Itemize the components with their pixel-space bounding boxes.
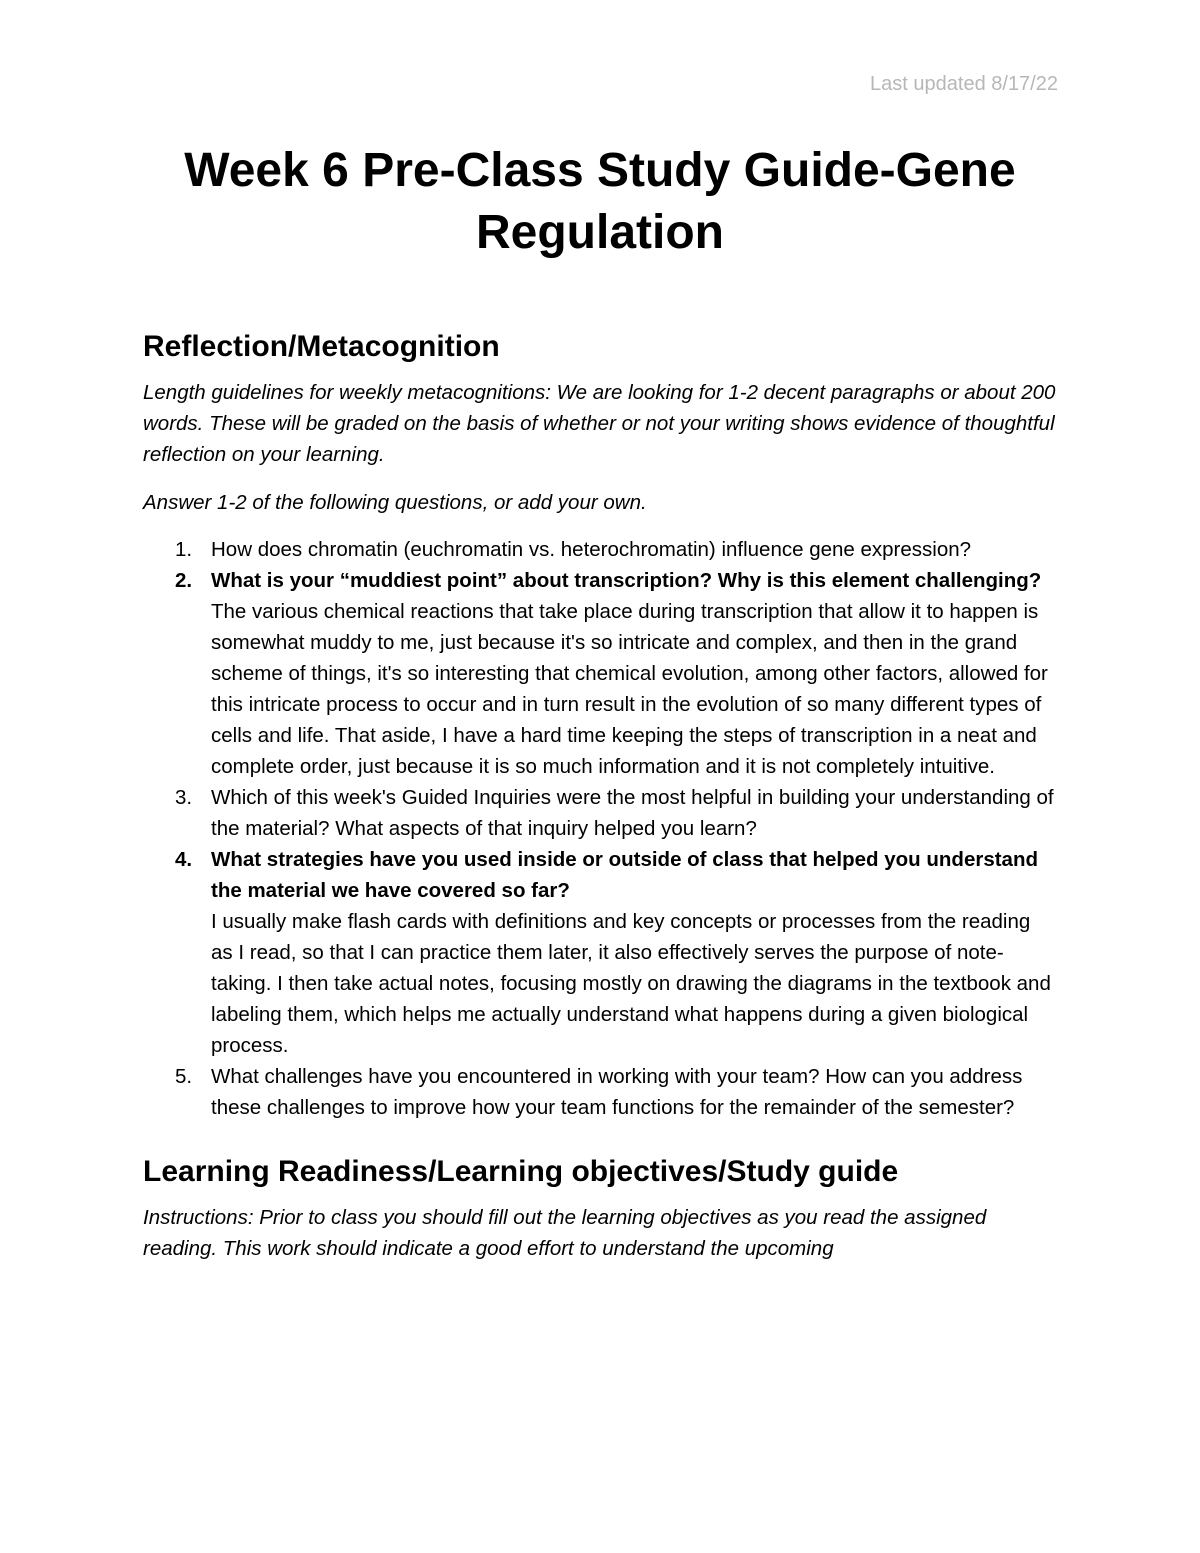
- question-text: Which of this week's Guided Inquiries were the most helpful in building your understanding of the material? What aspects of that inquiry helped you learn?: [211, 786, 1054, 840]
- answer-text: The various chemical reactions that take place during transcription that allow it to happen is somewhat muddy to me, just because it's so intricate and complex, and then in the grand scheme of things, it's so interesting that chemical evolution, among other factors, allowed for this intricate process to occur and in turn result in the evolution of so many different types of cells and life. That aside, I have a hard time keeping the steps of transcription in a neat and complete order, just because it is so much information and it is not completely intuitive.: [211, 600, 1048, 778]
- question-text: How does chromatin (euchromatin vs. heterochromatin) influence gene expression?: [211, 538, 972, 561]
- list-item: [143, 565, 1057, 782]
- document-content: [143, 326, 1057, 1264]
- question-text: What is your “muddiest point” about transcription? Why is this element challenging?: [211, 569, 1042, 592]
- instructions-text: Instructions: Prior to class you should fill out the learning objectives as you read the assigned reading. This work should indicate a good effort to understand the upcoming: [143, 1206, 987, 1260]
- section-heading-learning-readiness: Learning Readiness/Learning objectives/Study guide: [143, 1155, 899, 1188]
- answer-prompt: Answer 1-2 of the following questions, or add your own.: [143, 491, 647, 514]
- question-list: [143, 534, 1057, 1123]
- list-item: [143, 1061, 1057, 1123]
- list-item: [143, 782, 1057, 844]
- page-title: Week 6 Pre-Class Study Guide-Gene Regulation: [184, 144, 1016, 259]
- question-text: What challenges have you encountered in working with your team? How can you address these challenges to improve how your team functions for the remainder of the semester?: [211, 1065, 1023, 1119]
- question-text: What strategies have you used inside or outside of class that helped you understand the material we have covered so far?: [211, 848, 1038, 902]
- question-number: 2.: [175, 569, 193, 592]
- question-number: 1.: [175, 538, 193, 561]
- section-heading-reflection: Reflection/Metacognition: [143, 330, 500, 363]
- question-number: 4.: [175, 848, 193, 871]
- list-item: [143, 534, 1057, 565]
- answer-text: I usually make flash cards with definitions and key concepts or processes from the reading as I read, so that I can practice them later, it also effectively serves the purpose of note-taking. I then take actual notes, focusing mostly on drawing the diagrams in the textbook and labeling them, which helps me actually understand what happens during a given biological process.: [211, 910, 1051, 1057]
- last-updated-note: Last updated 8/17/22: [870, 73, 1058, 95]
- question-number: 5.: [175, 1065, 193, 1088]
- length-guidelines: Length guidelines for weekly metacognitions: We are looking for 1-2 decent paragraphs or about 200 words. These will be graded on the basis of whether or not your writing shows evidence of thoughtful reflection on your learning.: [143, 381, 1056, 466]
- question-number: 3.: [175, 786, 193, 809]
- list-item: [143, 844, 1057, 1061]
